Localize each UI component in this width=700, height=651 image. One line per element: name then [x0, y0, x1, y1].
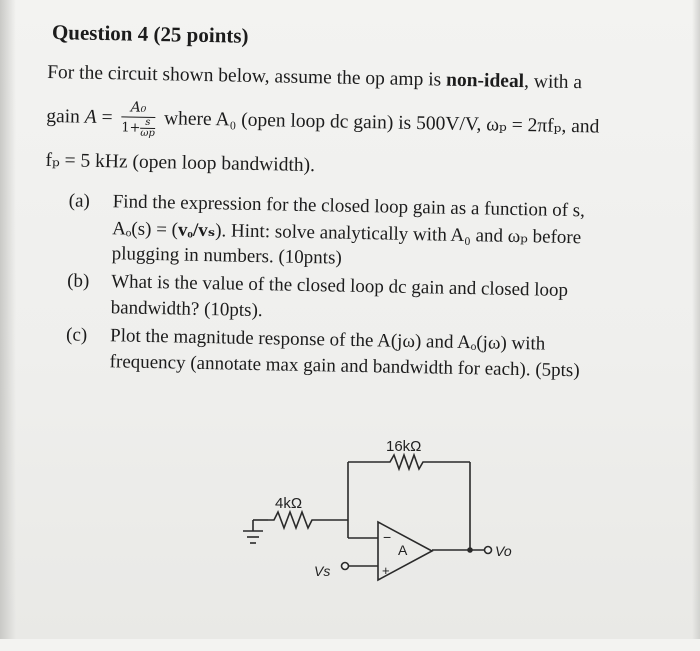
- vs-terminal: [342, 563, 349, 570]
- part-a-hint: ). Hint: solve analytically with A₀ and ωₚ before: [215, 220, 582, 249]
- part-c-line-1: Plot the magnitude response of the A(jω) and Aₒ(jω) with: [109, 325, 546, 355]
- mini-denominator: ωp: [140, 127, 155, 140]
- minus-sign: −: [383, 529, 392, 545]
- intro-text: For the circuit shown below, assume the op amp is: [46, 61, 447, 91]
- gain-symbol: A: [84, 106, 97, 128]
- question-title: Question 4 (25 points): [51, 20, 249, 48]
- equals-sign: =: [96, 106, 118, 129]
- r-feedback-label: 16kΩ: [386, 438, 422, 455]
- part-a-line-1: Find the expression for the closed loop gain as a function of s,: [112, 191, 586, 222]
- vo-label: Vo: [495, 543, 512, 559]
- part-a-label: (a): [68, 190, 91, 212]
- part-b-label: (b): [66, 270, 90, 292]
- part-c-label: (c): [65, 324, 88, 346]
- part-c-line-2: frequency (annotate max gain and bandwidth for each). (5pts): [109, 351, 580, 382]
- gain-line-rest: where A₀ (open loop dc gain) is 500V/V, ωₚ = 2πfₚ, and: [163, 108, 600, 138]
- feedback-resistor: [385, 455, 470, 469]
- vo-terminal: [485, 547, 492, 554]
- part-b-line-1: What is the value of the closed loop dc gain and closed loop: [110, 271, 569, 301]
- fraction-den-prefix: 1+: [121, 120, 141, 136]
- bandwidth-line: fₚ = 5 kHz (open loop bandwidth).: [45, 149, 316, 177]
- op-amp-label: A: [398, 542, 408, 558]
- fraction-numerator: A₀: [121, 99, 155, 118]
- intro-text-end: , with a: [523, 71, 583, 94]
- part-a-text: Aₒ(s) = (: [111, 218, 179, 241]
- mini-numerator: s: [140, 118, 155, 129]
- output-node-dot: [467, 547, 473, 553]
- plus-sign: +: [382, 563, 390, 578]
- vs-label: Vs: [314, 563, 331, 579]
- non-ideal-emphasis: non-ideal: [445, 69, 525, 93]
- part-a-ratio: vₒ/vₛ: [177, 219, 216, 242]
- part-b-line-2: bandwidth? (10pts).: [110, 297, 263, 322]
- gain-word: gain: [46, 105, 85, 128]
- r-input-label: 4kΩ: [275, 495, 303, 512]
- input-resistor: [268, 512, 348, 528]
- part-a-line-3: plugging in numbers. (10pnts): [111, 243, 342, 269]
